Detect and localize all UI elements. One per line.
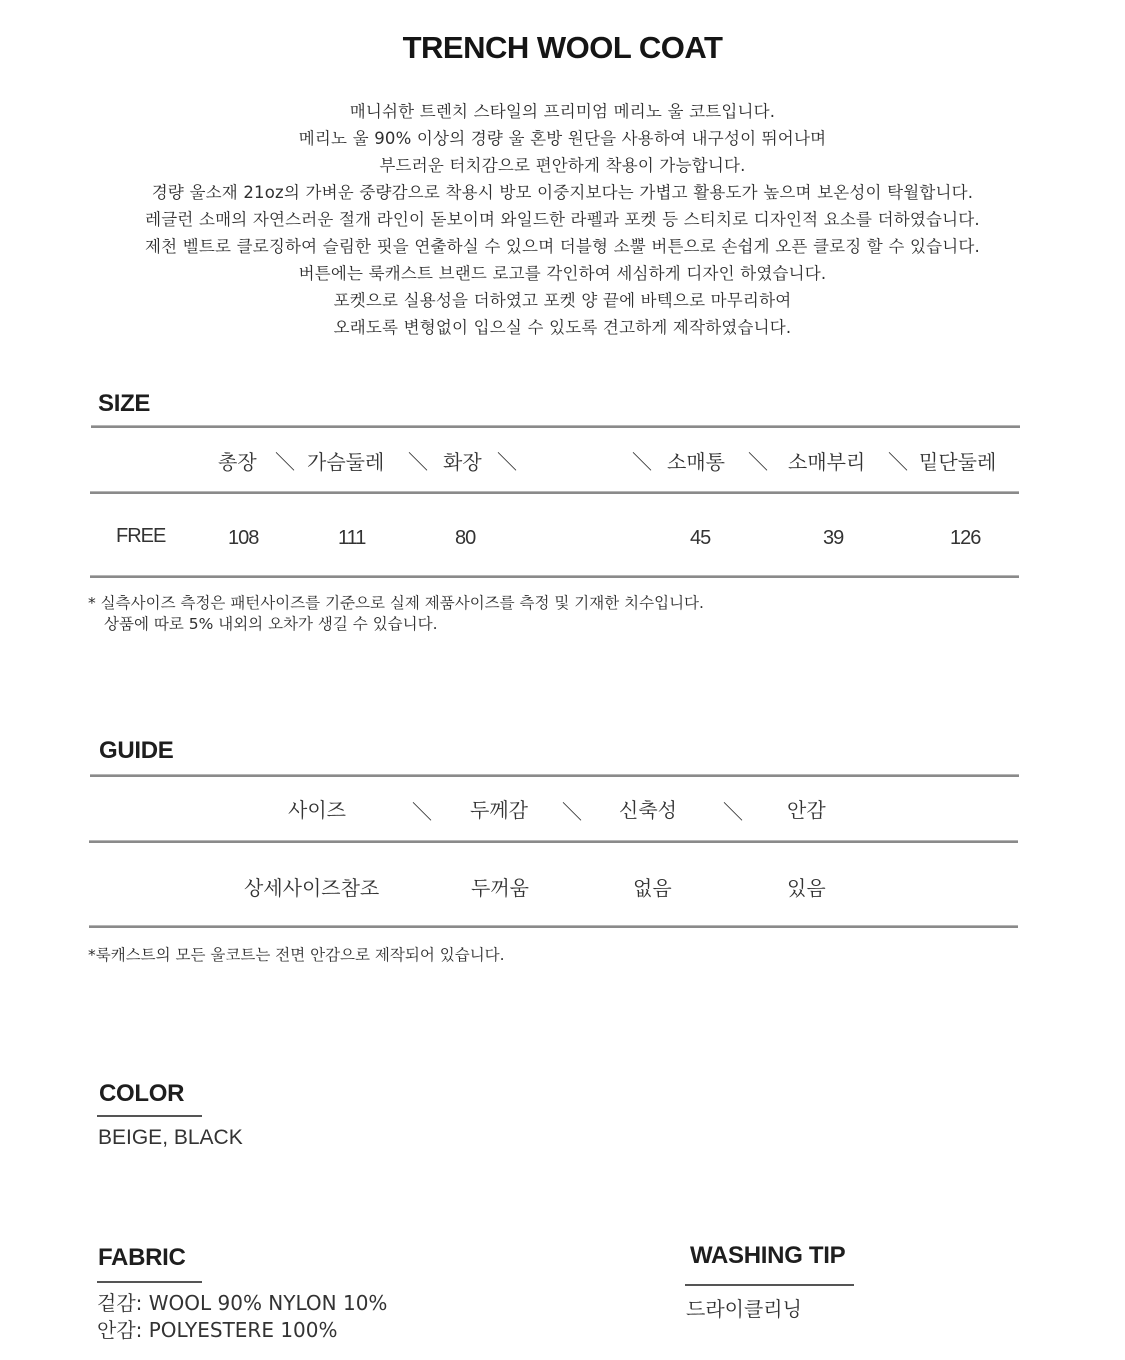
page-title: TRENCH WOOL COAT — [402, 30, 723, 65]
description-line: 제천 벨트로 클로징하여 슬림한 핏을 연출하실 수 있으며 더블형 소뿔 버튼으로 손쉽게 오픈 클로징 할 수 있습니다. — [145, 237, 980, 256]
guide-table-top-divider — [90, 774, 1019, 777]
size-header-total-length: 총장 — [218, 450, 257, 474]
product-description — [0, 98, 1125, 341]
size-table-top-divider — [91, 425, 1020, 428]
separator-icon: ＼ — [632, 450, 652, 474]
washing-underline — [685, 1284, 854, 1286]
separator-icon: ＼ — [562, 800, 582, 824]
size-note: 상품에 따로 5% 내외의 오차가 생길 수 있습니다. — [104, 615, 438, 633]
size-value-hem: 126 — [950, 527, 981, 549]
washing-section-title: WASHING TIP — [690, 1242, 846, 1269]
separator-icon: ＼ — [748, 450, 768, 474]
size-value-cuff: 39 — [823, 527, 844, 549]
size-value-total-length: 108 — [228, 527, 259, 549]
washing-value: 드라이클리닝 — [686, 1297, 802, 1321]
guide-value-size: 상세사이즈참조 — [244, 876, 380, 900]
size-value-chest: 111 — [338, 527, 366, 549]
guide-value-thickness: 두꺼움 — [471, 876, 529, 900]
separator-icon: ＼ — [408, 450, 428, 474]
fabric-underline — [97, 1281, 202, 1283]
guide-section-title: GUIDE — [99, 737, 174, 764]
guide-header-thickness: 두께감 — [470, 798, 528, 822]
size-note: * 실측사이즈 측정은 패턴사이즈를 기준으로 실제 제품사이즈를 측정 및 기재한 치수입니다. — [88, 594, 704, 612]
size-header-sleeve-length: 화장 — [443, 450, 482, 474]
color-section-title: COLOR — [99, 1080, 185, 1107]
fabric-lining: 안감: POLYESTERE 100% — [97, 1318, 338, 1342]
separator-icon: ＼ — [723, 800, 743, 824]
guide-table-bottom-divider — [89, 925, 1018, 928]
separator-icon: ＼ — [275, 450, 295, 474]
size-header-cuff: 소매부리 — [788, 450, 866, 474]
size-value-sleeve-width: 45 — [690, 527, 711, 549]
description-line: 버튼에는 룩캐스트 브랜드 로고를 각인하여 세심하게 디자인 하였습니다. — [298, 264, 827, 283]
size-header-chest: 가슴둘레 — [307, 450, 385, 474]
guide-value-lining: 있음 — [787, 876, 826, 900]
size-header-hem: 밑단둘레 — [919, 450, 997, 474]
size-table-header-divider — [90, 491, 1019, 494]
guide-header-size: 사이즈 — [288, 798, 346, 822]
size-label-free: FREE — [116, 525, 166, 547]
size-value-sleeve-length: 80 — [455, 527, 476, 549]
description-line: 매니쉬한 트렌치 스타일의 프리미엄 메리노 울 코트입니다. — [349, 102, 776, 121]
guide-header-stretch: 신축성 — [619, 798, 677, 822]
guide-table-header-divider — [89, 840, 1018, 843]
separator-icon: ＼ — [412, 800, 432, 824]
description-line: 경량 울소재 21oz의 가벼운 중량감으로 착용시 방모 이중지보다는 가볍고 활용도가 높으며 보온성이 탁월합니다. — [151, 183, 974, 202]
guide-note: *룩캐스트의 모든 울코트는 전면 안감으로 제작되어 있습니다. — [88, 946, 505, 964]
description-line: 포켓으로 실용성을 더하였고 포켓 양 끝에 바텍으로 마무리하여 — [333, 291, 792, 310]
size-table-bottom-divider — [90, 575, 1019, 578]
guide-header-lining: 안감 — [787, 798, 826, 822]
description-line: 메리노 울 90% 이상의 경량 울 혼방 원단을 사용하여 내구성이 뛰어나며 — [298, 129, 827, 148]
fabric-section-title: FABRIC — [98, 1244, 186, 1271]
guide-value-stretch: 없음 — [633, 876, 672, 900]
description-line: 부드러운 터치감으로 편안하게 착용이 가능합니다. — [379, 156, 746, 175]
fabric-outer: 겉감: WOOL 90% NYLON 10% — [97, 1291, 388, 1315]
description-line: 오래도록 변형없이 입으실 수 있도록 견고하게 제작하였습니다. — [333, 318, 792, 337]
separator-icon: ＼ — [497, 450, 517, 474]
size-section-title: SIZE — [98, 390, 151, 417]
description-line: 레글런 소매의 자연스러운 절개 라인이 돋보이며 와일드한 라펠과 포켓 등 스티치로 디자인적 요소를 더하였습니다. — [145, 210, 980, 229]
color-value: BEIGE, BLACK — [98, 1126, 243, 1149]
separator-icon: ＼ — [888, 450, 908, 474]
size-header-sleeve-width: 소매통 — [667, 450, 725, 474]
color-underline — [97, 1115, 202, 1117]
